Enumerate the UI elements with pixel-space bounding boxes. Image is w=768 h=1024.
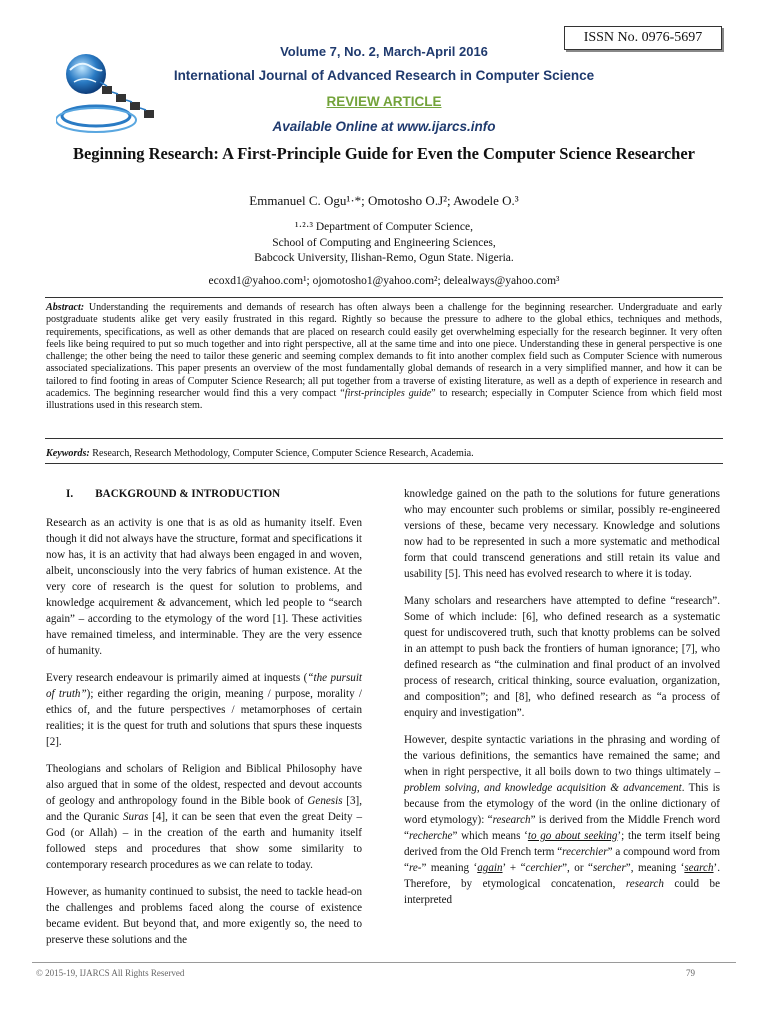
footer-divider bbox=[32, 962, 736, 963]
keywords-text: Research, Research Methodology, Computer Science, Computer Science Research, Academia. bbox=[89, 448, 474, 459]
abstract-text: Understanding the requirements and demands of research has often always been a challenge for the beginning researcher. Undergraduate and early postgraduate students alike get very easily frustrated in this regard. Rightly so because the pressure to adhere to the global ethics, techniques and methods, requirements, specifications, as well as other demands that are placed on research could easily get overwhelming especially for the research beginner. It very often feels like being required to put so much together and into right perspective, all at the same time and into one piece. Understanding these in general perspective is one challenge; the other being the need to tailor these generic and seeming complex demands to fit into another complex field such as Computer Science with numerous associated specializations. This paper presents an overview of the most fundamentally global demands of research in a very simplified manner, and how it can be tailored to find footing in areas of Computer Science Research; all put together from a traverse of existing literature, as well as a depth of experience in research and academics. The beginning researcher would find this a very compact “ bbox=[46, 302, 722, 400]
paper-title: Beginning Research: A First-Principle Guide for Even the Computer Science Researcher bbox=[72, 144, 696, 163]
paragraph: However, as humanity continued to subsist, the need to tackle head-on the challenges and problems faced along the course of existence became evident. But beyond that, and more exigently so, the need to preserve these solutions and the bbox=[46, 886, 362, 946]
keywords-label: Keywords: bbox=[46, 448, 90, 459]
page-number: 79 bbox=[686, 968, 695, 978]
abstract bbox=[46, 302, 722, 413]
paragraph: Research as an activity is one that is as old as humanity itself. Even though it did not always have the structure, format and specifications it now has, it is an activity that had always been engaged in and woven, albeit, unconsciously into the very fabrics of human existence. At the very core of research is the quest for solution to problems, and knowledge acquirement & advancement, which led people to “search again” – according to the etymology of the word [1]. These activities have remained timeless, and interminable. They are the very essence of humanity. bbox=[46, 517, 362, 657]
paragraph: However, despite syntactic variations in the phrasing and wording of the various definitions, the semantics have remained the same; and when in right perspective, it all boils down to two things ultimately – problem solving, and knowledge acquisition & advancement. This is because from the etymology of the word (in the online dictionary of word etymology): “research” is derived from the Middle French word “recherche” which means ‘to go about seeking’; the term itself being derived from the Old French term “recerchier” a compound word from “re-” meaning ‘again’ + “cerchier”, or “sercher”, meaning ‘search’. Therefore, by etymological concatenation, research could be interpreted bbox=[404, 734, 721, 906]
volume-info: Volume 7, No. 2, March-April 2016 bbox=[280, 44, 488, 59]
author-emails: ecoxd1@yahoo.com¹; ojomotosho1@yahoo.com²; delealways@yahoo.com³ bbox=[208, 275, 560, 287]
issn-box: ISSN No. 0976-5697 bbox=[564, 26, 722, 50]
keywords-divider bbox=[45, 463, 723, 464]
right-column bbox=[404, 486, 720, 919]
paragraph: Theologians and scholars of Religion and Biblical Philosophy have also argued that in some of the oldest, respected and devout accounts of geology and anthropology found in the Bible book of Genesis [3], and the Quranic Suras [4], it can be seen that even the great Deity – God (or Allah) – in the creation of the earth and humanity itself followed steps and procedures that show some similarity to contemporary research procedures as we can relate to today. bbox=[46, 763, 362, 871]
paper-authors: Emmanuel C. Ogu¹·*; Omotosho O.J²; Awodele O.³ bbox=[249, 193, 519, 208]
copyright: © 2015-19, IJARCS All Rights Reserved bbox=[36, 968, 185, 978]
article-type: REVIEW ARTICLE bbox=[326, 94, 442, 109]
paragraph: knowledge gained on the path to the solutions for future generations who may encounter such problems or similar, possibly re-engineered versions of these, became very necessary. Knowledge and solutions now had to be represented in such a more systematic and methodical form that could transcend generations and still retain its value and usability [5]. This need has evolved research to where it is today. bbox=[404, 488, 720, 580]
journal-name: International Journal of Advanced Research in Computer Science bbox=[173, 68, 595, 83]
affiliation-line: School of Computing and Engineering Sciences, bbox=[272, 236, 496, 249]
paragraph: Every research endeavour is primarily aimed at inquests (“the pursuit of truth”); either regarding the origin, meaning / purpose, morality / ethics of, and the future perspectives / metamorphoses of certain realities; it is the quest for truth and solutions that spurs these inquests [2]. bbox=[46, 672, 363, 748]
abstract-emphasis: first-principles guide bbox=[344, 388, 432, 400]
abstract-text: ” to research; especially in Computer Science from which field most illustrations used in this research stem. bbox=[46, 388, 723, 412]
available-online: Available Online at www.ijarcs.info bbox=[272, 119, 496, 134]
paragraph: Many scholars and researchers have attempted to define “research”. Some of which include: [6], who defined research as a systematic quest for undiscovered truth, such that knotty problems can be solved in an attempt to push back the frontiers of human ignorance; [7], who defined research as “the culmination and final product of an involved process of research, critical thinking, source evaluation, organization, and composition”; and [8], who defined research as “a process of enquiry and investigation”. bbox=[404, 595, 720, 719]
affiliation-line: ¹·²·³ Department of Computer Science, bbox=[295, 221, 473, 233]
affiliation-line: Babcock University, Ilishan-Remo, Ogun State. Nigeria. bbox=[254, 252, 514, 264]
keywords bbox=[46, 448, 722, 459]
left-column bbox=[46, 486, 362, 959]
author-affiliation bbox=[0, 220, 768, 267]
section-heading: I. BACKGROUND & INTRODUCTION bbox=[66, 488, 281, 500]
abstract-label: Abstract: bbox=[46, 302, 85, 313]
